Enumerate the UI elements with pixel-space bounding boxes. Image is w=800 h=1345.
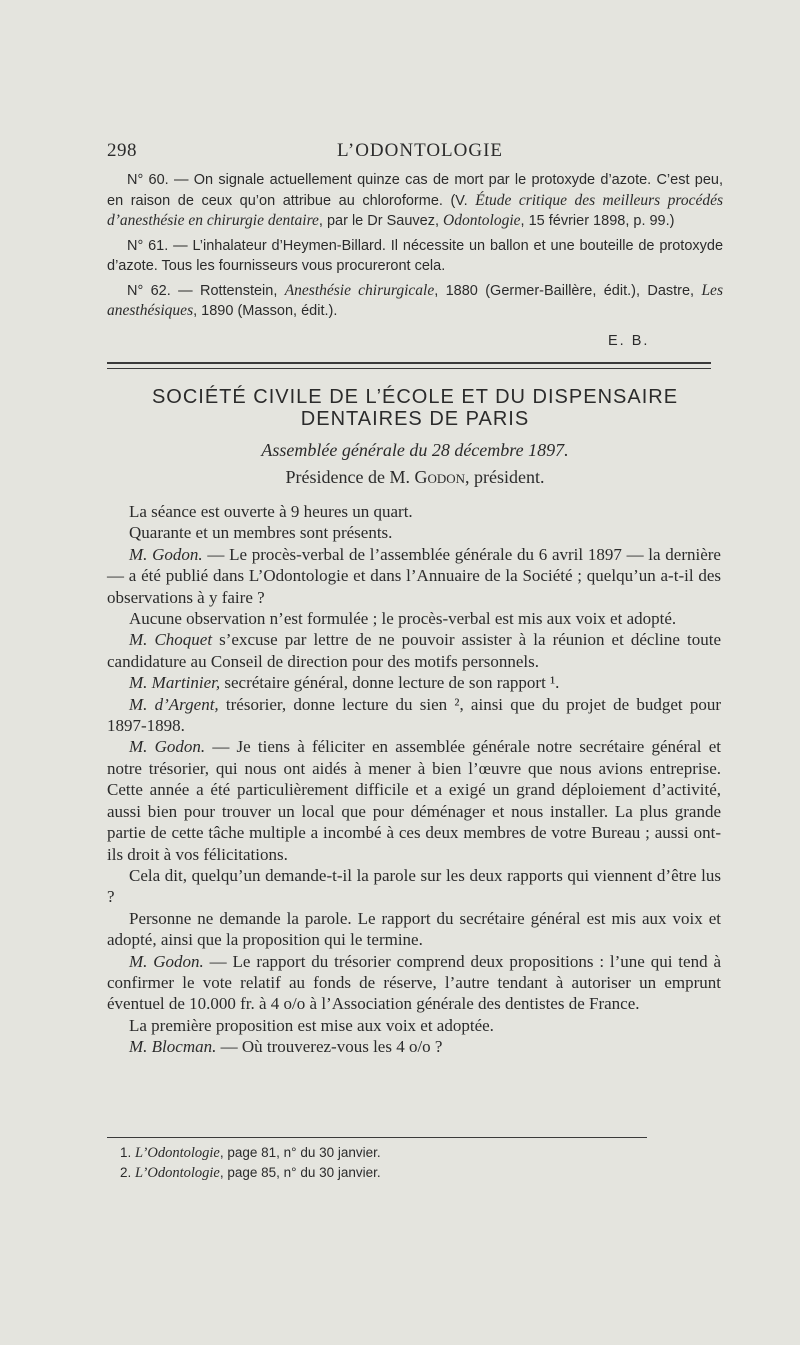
footnote-italic: L’Odontologie (135, 1165, 220, 1181)
note-text: On signale actuellement quinze cas de mort par le protoxyde d’azote. C’est peu, en raison de ceux qu’on attribue au chloroforme. (V. (107, 172, 723, 209)
section-divider (107, 362, 711, 364)
speaker: M. d’Argent, (129, 694, 219, 714)
president-name: Godon (414, 467, 466, 487)
note-text: , 15 février 1898, p. 99.) (520, 213, 675, 229)
paragraph (107, 951, 721, 1015)
paragraph-text: — Je tiens à féliciter en assemblée générale notre secrétaire général et notre trésorier, qui nous ont aidés à mener à bien l’œuvre que nous avions entreprise. Cette année a été particulièrement difficile et a exigé un grand déploiement d’activité, aussi bien pour trouver un local que pour déménager et nous installer. La plus grande partie de cette tâche multiple a incombé à ces deux membres de votre Bureau ; aussi ont-ils droit à vos félicitations. (107, 737, 721, 864)
presidence-text: Présidence de M. (285, 467, 415, 487)
note-italic: Les anesthésiques (107, 281, 723, 319)
footnote-divider (107, 1137, 647, 1138)
paragraph (107, 1015, 721, 1036)
note-text: , 1880 (Germer-Baillère, édit.), Dastre, (434, 282, 702, 299)
section-title-line2: DENTAIRES DE PARIS (300, 408, 530, 430)
paragraph (107, 865, 721, 908)
paragraph (107, 694, 721, 737)
note-item (107, 281, 723, 322)
presidence-text: , président. (465, 467, 545, 487)
footnote-text: , page 85, n° du 30 janvier. (219, 1165, 381, 1180)
footnote-text: , page 81, n° du 30 janvier. (219, 1145, 381, 1160)
paragraph-text: Quarante et un membres sont présents. (129, 523, 393, 543)
note-text: L’inhalateur d’Heymen-Billard. Il nécessite un ballon et une bouteille de protoxyde d’azote. Tous les fournisseurs vous procureront cela. (107, 237, 724, 274)
running-title: L’ODONTOLOGIE (337, 140, 504, 161)
footnote-item (120, 1143, 720, 1163)
paragraph (107, 544, 721, 608)
notes-section (107, 170, 723, 326)
speaker: M. Martinier, (129, 673, 221, 693)
speaker: M. Godon. (129, 737, 206, 757)
section-divider-thin (107, 368, 711, 369)
note-italic: Étude critique des meilleurs procédés d’anesthésie en chirurgie dentaire (107, 191, 723, 229)
note-number: N° 60. — (127, 172, 194, 188)
note-number: N° 62. — (127, 282, 200, 299)
paragraph (107, 608, 721, 629)
paragraph-text: Aucune observation n’est formulée ; le procès-verbal est mis aux voix et adopté. (129, 609, 677, 629)
paragraph-text: Cela dit, quelqu’un demande-t-il la parole sur les deux rapports qui viennent d’être lus ? (107, 865, 721, 907)
paragraph (107, 522, 721, 543)
section-title (100, 386, 730, 430)
note-number: N° 61. — (127, 237, 193, 254)
note-text: Rottenstein, (199, 282, 285, 299)
paragraph (107, 908, 721, 951)
footnote-number: 2. (120, 1165, 136, 1180)
paragraph-text: s’excuse par lettre de ne pouvoir assister à la réunion et décline toute candidature au Conseil de direction pour des motifs personnels. (107, 630, 721, 671)
note-italic: Odontologie (443, 212, 521, 229)
speaker: M. Godon. (129, 951, 204, 971)
note-item (107, 236, 723, 277)
footnote-number: 1. (120, 1145, 136, 1160)
paragraph-text: La séance est ouverte à 9 heures un quart. (129, 502, 413, 521)
note-text: , par le Dr Sauvez, (318, 213, 444, 229)
paragraph (107, 629, 721, 672)
paragraph-text: secrétaire général, donne lecture de son rapport ¹. (220, 673, 560, 693)
page-number: 298 (107, 140, 137, 161)
section-subtitle: Assemblée générale du 28 décembre 1897. (261, 440, 569, 460)
signature: E. B. (608, 333, 650, 349)
footnote-item (120, 1163, 720, 1183)
paragraph-text: — Le rapport du trésorier comprend deux propositions : l’une qui tend à confirmer le vote relatif au fonds de réserve, l’autre tendant à autoriser un emprunt éventuel de 10.000 fr. à 4 o/o à l’Association générale des dentistes de France. (107, 951, 721, 1014)
paragraph-text: La première proposition est mise aux voix et adoptée. (129, 1015, 494, 1035)
paragraph-text: — Où trouverez-vous les 4 o/o ? (216, 1037, 443, 1057)
paragraph (107, 672, 721, 693)
speaker: M. Blocman. (129, 1037, 217, 1057)
footnotes (120, 1143, 720, 1183)
speaker: M. Godon. (129, 544, 203, 564)
presidence-line (100, 467, 730, 488)
speaker: M. Choquet (129, 630, 213, 650)
paragraph (107, 736, 721, 864)
paragraph-text: — Le procès-verbal de l’assemblée générale du 6 avril 1897 — la dernière — a été publié dans L’Odontologie et dans l’Annuaire de la Société ; quelqu’un a-t-il des observations à y faire ? (107, 544, 721, 607)
paragraph (107, 1036, 721, 1057)
paragraph-text: Personne ne demande la parole. Le rapport du secrétaire général est mis aux voix et adopté, ainsi que la proposition qui le termine. (107, 908, 721, 950)
note-item (107, 170, 723, 232)
section-title-line1: SOCIÉTÉ CIVILE DE L’ÉCOLE ET DU DISPENSAIRE (151, 386, 679, 408)
footnote-italic: L’Odontologie (135, 1145, 220, 1161)
minutes-body (107, 501, 721, 1058)
paragraph-text: trésorier, donne lecture du sien ², ainsi que du projet de budget pour 1897-1898. (107, 694, 721, 736)
paragraph (107, 501, 721, 522)
note-text: , 1890 (Masson, édit.). (193, 303, 338, 319)
note-italic: Anesthésie chirurgicale (284, 281, 435, 299)
